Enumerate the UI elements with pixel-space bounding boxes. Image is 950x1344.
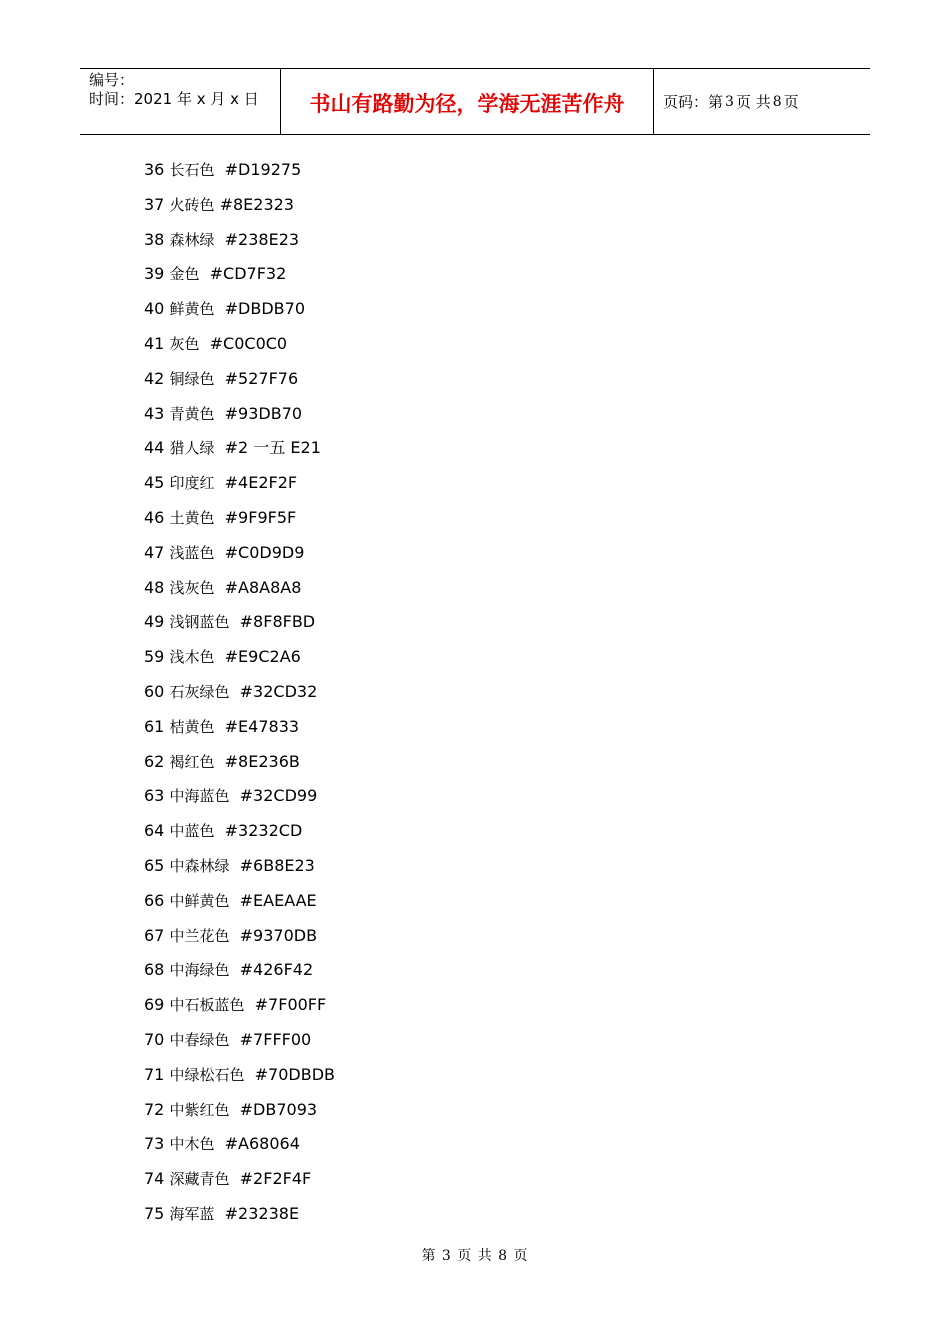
entry-color-name: 中兰花色 (169, 926, 230, 945)
entry-hex-code: #7F00FF (249, 995, 327, 1015)
entry-number: 60 (144, 681, 165, 701)
color-entry (144, 609, 335, 644)
entry-hex-code: #70DBDB (249, 1064, 336, 1084)
entry-hex-code: #A68064 (219, 1134, 300, 1154)
entry-hex-code: #2 一五 E21 (219, 438, 321, 458)
entry-hex-code: #9F9F5F (219, 507, 297, 527)
color-entry (144, 1201, 335, 1236)
entry-color-name: 铜绿色 (169, 369, 215, 388)
entry-color-name: 海军蓝 (169, 1204, 215, 1223)
page-mid: 页 共 (735, 93, 771, 111)
entry-color-name: 浅木色 (169, 648, 215, 667)
entry-hex-code: #238E23 (219, 229, 300, 249)
entry-hex-code: #CD7F32 (204, 264, 287, 284)
entry-hex-code: #23238E (219, 1203, 300, 1223)
page-prefix: 页码：第 (663, 93, 724, 111)
color-entry (144, 957, 335, 992)
color-entry (144, 331, 335, 366)
color-entry (144, 296, 335, 331)
entry-color-name: 中海绿色 (169, 961, 230, 980)
page-header (80, 68, 870, 135)
entry-hex-code: #C0D9D9 (219, 542, 305, 562)
entry-number: 66 (144, 890, 165, 910)
entry-hex-code: #4E2F2F (219, 473, 298, 493)
entry-number: 44 (144, 438, 165, 458)
entry-color-name: 深藏青色 (169, 1170, 230, 1189)
entry-hex-code: #9370DB (234, 925, 318, 945)
entry-color-name: 鲜黄色 (169, 300, 215, 319)
entry-color-name: 中木色 (169, 1135, 215, 1154)
entry-number: 48 (144, 577, 165, 597)
page-footer: 第 3 页 共 8 页 (421, 1248, 529, 1264)
entry-color-name: 灰色 (169, 334, 200, 353)
header-motto-cell (281, 69, 654, 134)
color-entry (144, 261, 335, 296)
entry-number: 69 (144, 995, 165, 1015)
color-entry (144, 749, 335, 784)
entry-hex-code: #DBDB70 (219, 299, 306, 319)
color-entry (144, 366, 335, 401)
entry-number: 75 (144, 1203, 165, 1223)
entry-hex-code: #32CD99 (234, 786, 318, 806)
color-entry (144, 992, 335, 1027)
color-entry (144, 1027, 335, 1062)
entry-hex-code: #2F2F4F (234, 1169, 312, 1189)
entry-number: 72 (144, 1099, 165, 1119)
entry-number: 45 (144, 473, 165, 493)
color-entry (144, 575, 335, 610)
entry-hex-code: #8F8FBD (234, 612, 316, 632)
entry-number: 41 (144, 333, 165, 353)
entry-number: 62 (144, 751, 165, 771)
entry-hex-code: #8E236B (219, 751, 300, 771)
entry-hex-code: #A8A8A8 (219, 577, 302, 597)
entry-number: 38 (144, 229, 165, 249)
entry-color-name: 金色 (169, 265, 200, 284)
color-entry (144, 435, 335, 470)
entry-color-name: 青黄色 (169, 404, 215, 423)
entry-color-name: 印度红 (169, 474, 215, 493)
entry-number: 64 (144, 821, 165, 841)
entry-hex-code: #93DB70 (219, 403, 303, 423)
page-suffix: 页 (783, 93, 799, 111)
entry-number: 36 (144, 160, 165, 179)
entry-hex-code: #EAEAAE (234, 890, 317, 910)
entry-hex-code: #E9C2A6 (219, 647, 301, 667)
color-entry (144, 818, 335, 853)
entry-color-name: 土黄色 (169, 508, 215, 527)
entry-number: 65 (144, 855, 165, 875)
entry-number: 63 (144, 786, 165, 806)
color-entry (144, 783, 335, 818)
entry-hex-code: #7FFF00 (234, 1029, 312, 1049)
entry-color-name: 褐红色 (169, 752, 215, 771)
entry-hex-code: #D19275 (219, 160, 302, 179)
entry-number: 59 (144, 647, 165, 667)
entry-number: 47 (144, 542, 165, 562)
entry-color-name: 猎人绿 (169, 439, 215, 458)
color-entry (144, 853, 335, 888)
color-entry (144, 1131, 335, 1166)
header-meta-cell (80, 69, 281, 134)
page-current: 3 (725, 93, 734, 110)
entry-number: 74 (144, 1169, 165, 1189)
color-entry (144, 157, 335, 192)
entry-number: 39 (144, 264, 165, 284)
entry-hex-code: #C0C0C0 (204, 333, 288, 353)
entry-hex-code: #3232CD (219, 821, 303, 841)
entry-color-name: 中海蓝色 (169, 787, 230, 806)
color-entry (144, 470, 335, 505)
color-list (144, 157, 335, 1236)
entry-color-name: 长石色 (169, 161, 215, 179)
color-entry (144, 192, 335, 227)
color-entry (144, 714, 335, 749)
entry-hex-code: #32CD32 (234, 681, 318, 701)
entry-hex-code: #426F42 (234, 960, 314, 980)
color-entry (144, 679, 335, 714)
entry-number: 71 (144, 1064, 165, 1084)
color-entry (144, 401, 335, 436)
entry-number: 43 (144, 403, 165, 423)
entry-color-name: 中蓝色 (169, 822, 215, 841)
entry-number: 68 (144, 960, 165, 980)
entry-color-name: 桔黄色 (169, 717, 215, 736)
color-entry (144, 1062, 335, 1097)
entry-color-name: 森林绿 (169, 230, 215, 249)
entry-hex-code: #8E2323 (219, 194, 294, 214)
entry-color-name: 中石板蓝色 (169, 996, 245, 1015)
entry-hex-code: #E47833 (219, 716, 300, 736)
entry-number: 73 (144, 1134, 165, 1154)
entry-color-name: 浅蓝色 (169, 543, 215, 562)
motto-text: 书山有路勤为径，学海无涯苦作舟 (309, 91, 625, 116)
entry-number: 67 (144, 925, 165, 945)
entry-number: 46 (144, 507, 165, 527)
entry-number: 37 (144, 194, 165, 214)
time-label: 时间：2021 年 x 月 x 日 (89, 90, 259, 108)
entry-color-name: 火砖色 (169, 195, 215, 214)
color-entry (144, 923, 335, 958)
entry-color-name: 中森林绿 (169, 856, 230, 875)
color-entry (144, 1097, 335, 1132)
color-entry (144, 227, 335, 262)
entry-number: 40 (144, 299, 165, 319)
entry-number: 42 (144, 368, 165, 388)
color-entry (144, 644, 335, 679)
header-page-cell (654, 69, 870, 134)
color-entry (144, 540, 335, 575)
entry-color-name: 石灰绿色 (169, 682, 230, 701)
entry-color-name: 中鲜黄色 (169, 891, 230, 910)
entry-number: 49 (144, 612, 165, 632)
entry-color-name: 中春绿色 (169, 1030, 230, 1049)
entry-color-name: 中紫红色 (169, 1100, 230, 1119)
entry-hex-code: #DB7093 (234, 1099, 318, 1119)
entry-hex-code: #527F76 (219, 368, 299, 388)
color-entry (144, 505, 335, 540)
color-entry (144, 1166, 335, 1201)
number-label: 编号： (89, 71, 135, 89)
color-entry (144, 888, 335, 923)
entry-color-name: 浅灰色 (169, 578, 215, 597)
page-total: 8 (772, 93, 782, 110)
entry-color-name: 浅钢蓝色 (169, 613, 230, 632)
entry-number: 70 (144, 1029, 165, 1049)
entry-hex-code: #6B8E23 (234, 855, 315, 875)
entry-number: 61 (144, 716, 165, 736)
entry-color-name: 中绿松石色 (169, 1065, 245, 1084)
